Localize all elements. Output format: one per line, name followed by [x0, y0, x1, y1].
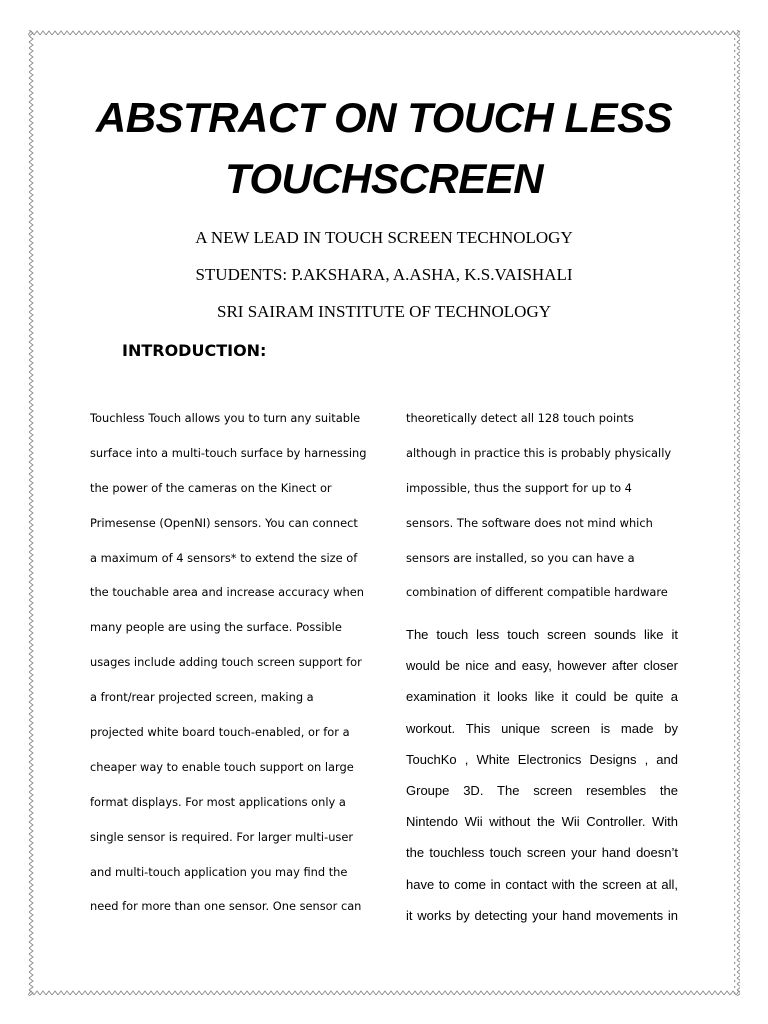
text-line: a maximum of 4 sensors* to extend the size of: [90, 550, 358, 565]
text-line: and multi-touch application you may find the: [90, 864, 348, 879]
left-text-column: [90, 401, 370, 924]
text-line: single sensor is required. For larger multi-user: [90, 829, 354, 844]
text-line: format displays. For most applications only a: [90, 794, 346, 809]
text-line: TouchKo , White Electronics Designs , and: [406, 751, 678, 767]
text-line: Touchless Touch allows you to turn any suitable: [90, 411, 361, 425]
text-line: the power of the cameras on the Kinect or: [90, 480, 332, 495]
text-line: although in practice this is probably physically: [406, 445, 672, 460]
text-line: examination it looks like it could be quite a: [406, 689, 678, 705]
text-line: Nintendo Wii without the Wii Controller. With: [406, 814, 678, 830]
text-line: it works by detecting your hand movements in: [406, 907, 678, 923]
text-line: The touch less touch screen sounds like it: [406, 627, 678, 642]
text-line: Primesense (OpenNI) sensors. You can connect: [90, 515, 358, 530]
text-line: workout. This unique screen is made by: [406, 720, 678, 736]
document-title-line-2: TOUCHSCREEN: [224, 155, 544, 202]
text-line: sensors are installed, so you can have a: [406, 550, 635, 565]
text-line: would be nice and easy, however after closer: [406, 658, 678, 674]
text-line: need for more than one sensor. One sensor can: [90, 899, 362, 914]
text-line: the touchable area and increase accuracy when: [90, 585, 364, 600]
text-line: theoretically detect all 128 touch points: [406, 411, 634, 425]
right-text-column-top: [406, 401, 691, 610]
text-line: many people are using the surface. Possible: [90, 620, 342, 635]
text-line: the touchless touch screen your hand doesn’t: [406, 845, 678, 861]
document-title-line-1: ABSTRACT ON TOUCH LESS: [95, 94, 673, 141]
text-line: Groupe 3D. The screen resembles the: [406, 782, 678, 798]
text-line: combination of different compatible hardware: [406, 585, 668, 600]
text-line: projected white board touch-enabled, or for a: [90, 725, 350, 740]
text-line: impossible, thus the support for up to 4: [406, 480, 632, 495]
text-line: surface into a multi-touch surface by harnessing: [90, 445, 367, 460]
text-line: cheaper way to enable touch support on large: [90, 759, 354, 774]
students-line: STUDENTS: P.AKSHARA, A.ASHA, K.S.VAISHALI: [195, 265, 573, 284]
text-line: sensors. The software does not mind which: [406, 515, 653, 530]
section-heading-introduction: INTRODUCTION:: [122, 341, 267, 360]
document-subtitle: A NEW LEAD IN TOUCH SCREEN TECHNOLOGY: [195, 228, 573, 247]
text-line: have to come in contact with the screen at all,: [406, 876, 678, 892]
text-line: usages include adding touch screen support for: [90, 655, 362, 670]
text-line: a front/rear projected screen, making a: [90, 690, 314, 705]
institute-line: SRI SAIRAM INSTITUTE OF TECHNOLOGY: [216, 302, 552, 321]
right-text-column-bottom: [406, 619, 678, 931]
